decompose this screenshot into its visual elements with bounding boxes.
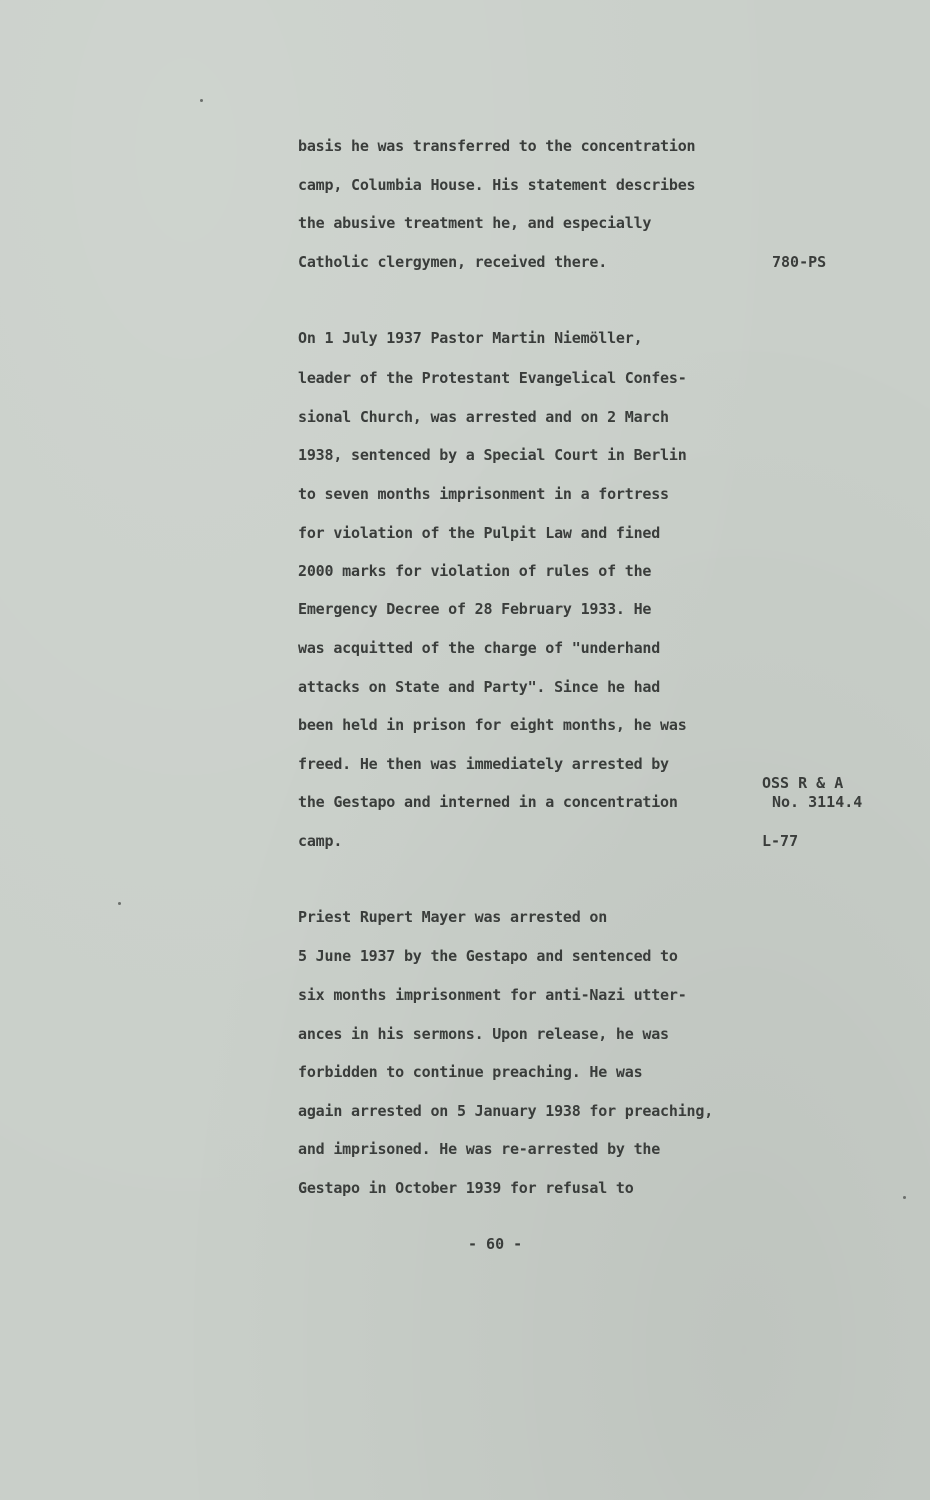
body-line: Catholic clergymen, received there. xyxy=(298,253,608,271)
body-line: On 1 July 1937 Pastor Martin Niemöller, xyxy=(298,329,643,347)
body-line: been held in prison for eight months, he was xyxy=(298,716,687,734)
margin-reference: No. 3114.4 xyxy=(772,793,863,811)
body-line: leader of the Protestant Evangelical Confes- xyxy=(298,369,687,387)
paper-speck xyxy=(903,1196,906,1199)
body-line: for violation of the Pulpit Law and fined xyxy=(298,524,661,542)
body-line: attacks on State and Party". Since he had xyxy=(298,678,661,696)
body-line: 2000 marks for violation of rules of the xyxy=(298,562,652,580)
body-line: Emergency Decree of 28 February 1933. He xyxy=(298,600,652,618)
paper-speck xyxy=(200,99,203,102)
body-line: was acquitted of the charge of "underhand xyxy=(298,639,661,657)
body-line: camp, Columbia House. His statement describes xyxy=(298,176,696,194)
page-number: - 60 - xyxy=(468,1235,523,1253)
body-line: camp. xyxy=(298,832,343,850)
body-line: to seven months imprisonment in a fortress xyxy=(298,485,669,503)
body-line: ances in his sermons. Upon release, he was xyxy=(298,1025,669,1043)
body-line: the abusive treatment he, and especially xyxy=(298,214,652,232)
body-line: 1938, sentenced by a Special Court in Berlin xyxy=(298,446,687,464)
body-line: freed. He then was immediately arrested by xyxy=(298,755,669,773)
body-line: Gestapo in October 1939 for refusal to xyxy=(298,1179,634,1197)
body-line: 5 June 1937 by the Gestapo and sentenced to xyxy=(298,947,678,965)
body-line: and imprisoned. He was re-arrested by the xyxy=(298,1140,661,1158)
body-line: six months imprisonment for anti-Nazi utter- xyxy=(298,986,687,1004)
body-line: basis he was transferred to the concentration xyxy=(298,137,696,155)
body-line: Priest Rupert Mayer was arrested on xyxy=(298,908,608,926)
body-line: the Gestapo and interned in a concentration xyxy=(298,793,678,811)
body-line: again arrested on 5 January 1938 for preaching, xyxy=(298,1102,714,1120)
paper-speck xyxy=(118,902,121,905)
body-line: forbidden to continue preaching. He was xyxy=(298,1063,643,1081)
margin-reference: 780-PS xyxy=(772,253,827,271)
margin-reference: L-77 xyxy=(762,832,799,850)
margin-reference: OSS R & A xyxy=(762,774,844,792)
body-line: sional Church, was arrested and on 2 March xyxy=(298,408,669,426)
